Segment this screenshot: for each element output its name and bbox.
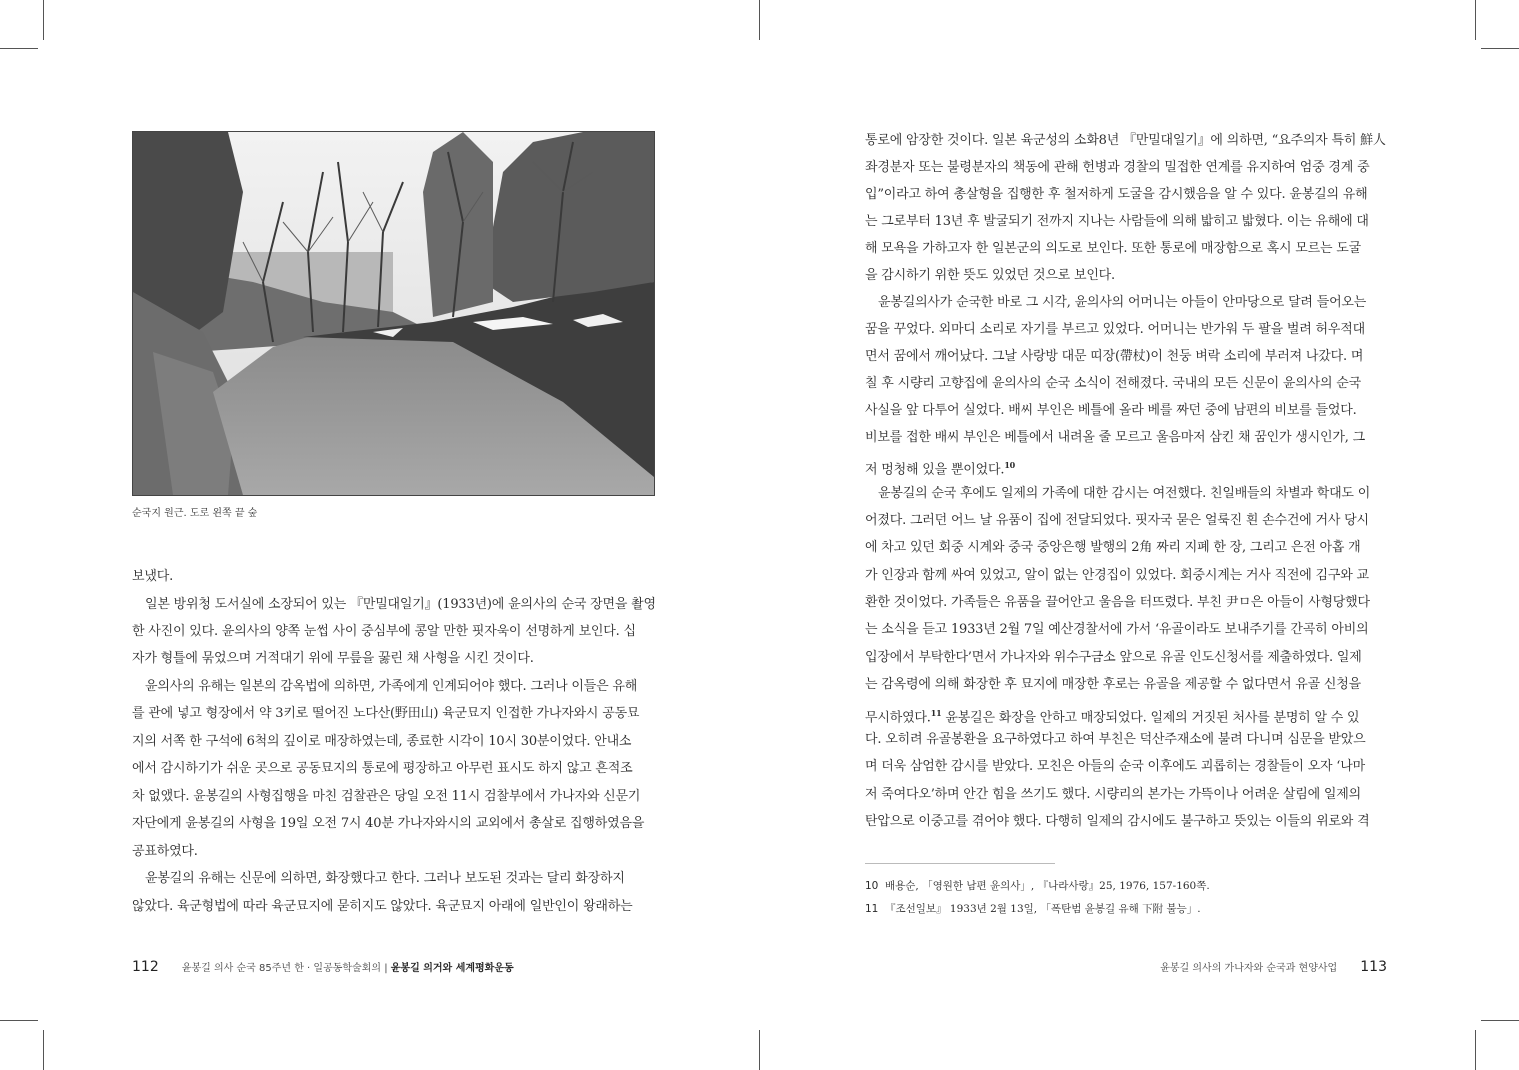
body-text-line: 자단에게 윤봉길의 사형을 19일 오전 7시 40분 가나자와시의 교외에서 총살로 집행하였음을 — [132, 816, 645, 831]
body-text-line: 윤봉길의 순국 후에도 일제의 가족에 대한 감시는 여전했다. 친일배들의 차별과 학대도 이 — [878, 486, 1371, 501]
body-text-line: 사실을 앞 다투어 실었다. 배씨 부인은 베틀에 올라 베를 짜던 중에 남편의 비보를 들었다. — [865, 403, 1357, 418]
body-text-line: 좌경분자 또는 불령분자의 책동에 관해 헌병과 경찰의 밀접한 연계를 유지하여 엄중 경계 중 — [865, 160, 1370, 175]
running-head: 윤봉길 의사의 가나자와 순국과 현양사업 — [1160, 963, 1338, 974]
body-text-line: 가 인장과 함께 싸여 있었고, 알이 없는 안경집이 있었다. 회중시계는 거사 직전에 김구와 교 — [865, 568, 1369, 583]
body-text: 무시하였다. — [865, 710, 931, 726]
body-text-line: 한 사진이 있다. 윤의사의 양쪽 눈썹 사이 중심부에 콩알 만한 핏자욱이 선명하게 보인다. 십 — [132, 624, 636, 639]
photo-caption: 순국지 원근. 도로 왼쪽 끝 숲 — [132, 508, 258, 519]
footnote-text: 배용순, 「영원한 남편 윤의사」, 『나라사랑』25, 1976, 157-160쪽. — [885, 880, 1210, 892]
body-text-line: 에 차고 있던 회중 시계와 중국 중앙은행 발행의 2角 짜리 지폐 한 장, 그리고 은전 아홉 개 — [865, 540, 1361, 555]
body-text-line: 칠 후 시량리 고향집에 윤의사의 순국 소식이 전해졌다. 국내의 모든 신문이 윤의사의 순국 — [865, 376, 1362, 391]
footnote-rule — [865, 863, 1055, 864]
footnote-ref-10: 10 — [1004, 460, 1016, 470]
footnote-number: 10 — [865, 880, 879, 892]
body-text-line: 어졌다. 그러던 어느 날 유품이 집에 전달되었다. 핏자국 묻은 얼룩진 흰 손수건에 거사 당시 — [865, 513, 1369, 528]
body-text-line: 일본 방위청 도서실에 소장되어 있는 『만밀대일기』(1933년)에 윤의사의 순국 장면을 촬영 — [145, 597, 656, 612]
body-text-line: 환한 것이었다. 가족들은 유품을 끌어안고 울음을 터뜨렸다. 부친 尹ㅁ은 아들이 사형당했다 — [865, 595, 1370, 610]
left-footer — [132, 956, 514, 975]
footnote — [865, 878, 1210, 893]
body-text-line: 통로에 암장한 것이다. 일본 육군성의 소화8년 『만밀대일기』에 의하면, “요주의자 특히 鮮人 — [865, 133, 1386, 148]
body-text-line: 윤봉길의 유해는 신문에 의하면, 화장했다고 한다. 그러나 보도된 것과는 달리 화장하지 — [145, 871, 625, 886]
body-text: 저 멍청해 있을 뿐이었다. — [865, 462, 1005, 478]
body-text-line: 며 더욱 삼엄한 감시를 받았다. 모친은 아들의 순국 이후에도 괴롭히는 경찰들이 오자 ‘나마 — [865, 759, 1365, 774]
body-text-line: 윤봉길의사가 순국한 바로 그 시각, 윤의사의 어머니는 아들이 안마당으로 달려 들어오는 — [878, 295, 1367, 310]
footnote-ref-11: 11 — [930, 708, 942, 718]
body-text-line: 꿈을 꾸었다. 외마디 소리로 자기를 부르고 있었다. 어머니는 반가워 두 팔을 벌려 허우적대 — [865, 322, 1365, 337]
page-number: 112 — [132, 959, 159, 975]
body-text-line: 입장에서 부탁한다’면서 가나자와 위수구금소 앞으로 유골 인도신청서를 제출하였다. 일제 — [865, 650, 1362, 665]
body-text-line — [865, 455, 1015, 480]
body-text-line: 차 없앴다. 윤봉길의 사형집행을 마친 검찰관은 당일 오전 11시 검찰부에서 가나자와 신문기 — [132, 789, 641, 804]
body-text-line: 저 죽여다오’하며 안간 힘을 쓰기도 했다. 시량리의 본가는 가뜩이나 어려운 살림에 일제의 — [865, 787, 1362, 802]
body-text-line: 공표하였다. — [132, 844, 198, 859]
body-text-line: 을 감시하기 위한 뜻도 있었던 것으로 보인다. — [865, 268, 1115, 283]
body-text-line: 입”이라고 하여 총살형을 집행한 후 철저하게 도굴을 감시했음을 알 수 있다. 윤봉길의 유해 — [865, 187, 1368, 202]
left-page — [0, 0, 759, 1070]
running-head-text: 윤봉길 의사 순국 85주년 한 · 일공동학술회의 | — [181, 963, 391, 974]
body-text-line: 에서 감시하기가 쉬운 곳으로 공동묘지의 통로에 평장하고 아무런 표시도 하지 않고 흔적조 — [132, 761, 633, 776]
body-text-line — [865, 703, 1359, 728]
body-text-line: 는 그로부터 13년 후 발굴되기 전까지 지나는 사람들에 의해 밟히고 밟혔다. 이는 유해에 대 — [865, 214, 1369, 229]
body-text-line: 를 관에 넣고 형장에서 약 3키로 떨어진 노다산(野田山) 육군묘지 인접한 가나자와시 공동묘 — [132, 706, 640, 721]
body-text-line: 탄압으로 이중고를 겪어야 했다. 다행히 일제의 감시에도 불구하고 뜻있는 이들의 위로와 격 — [865, 814, 1370, 829]
body-text-line: 면서 꿈에서 깨어났다. 그날 사랑방 대문 띠장(帶杖)이 천둥 벼락 소리에 부러져 나갔다. 며 — [865, 349, 1364, 364]
body-text-line: 는 소식을 듣고 1933년 2월 7일 예산경찰서에 가서 ‘유골이라도 보내주기를 간곡히 아비의 — [865, 622, 1369, 637]
footnote-text: 『조선일보』 1933년 2월 13일, 「폭탄범 윤봉길 유해 下附 불능」. — [885, 903, 1201, 915]
running-head-bold: 윤봉길 의거와 세계평화운동 — [390, 963, 514, 974]
page-number: 113 — [1360, 959, 1387, 975]
right-footer — [1160, 956, 1387, 975]
body-text-line: 다. 오히려 유골봉환을 요구하였다고 하여 부친은 덕산주재소에 불려 다니며 심문을 받았으 — [865, 732, 1366, 747]
body-text-line: 비보를 접한 배씨 부인은 베틀에서 내려올 줄 모르고 울음마저 삼킨 채 꿈인가 생시인가, 그 — [865, 430, 1365, 445]
footnote-number: 11 — [865, 903, 879, 915]
footnote — [865, 901, 1201, 916]
body-text: 윤봉길은 화장을 안하고 매장되었다. 일제의 거짓된 처사를 분명히 알 수 있 — [945, 710, 1360, 726]
body-text-line: 해 모욕을 가하고자 한 일본군의 의도로 보인다. 또한 통로에 매장함으로 혹시 모르는 도굴 — [865, 241, 1362, 256]
body-text-line: 않았다. 육군형법에 따라 육군묘지에 묻히지도 않았다. 육군묘지 아래에 일반인이 왕래하는 — [132, 899, 633, 914]
body-text-line: 보냈다. — [132, 569, 174, 584]
body-text-line: 는 감옥령에 의해 화장한 후 묘지에 매장한 후로는 유골을 제공할 수 없다면서 유골 신청을 — [865, 677, 1362, 692]
body-text-line: 윤의사의 유해는 일본의 감옥법에 의하면, 가족에게 인계되어야 했다. 그러나 이들은 유해 — [145, 679, 638, 694]
body-text-line: 지의 서쪽 한 구석에 6척의 깊이로 매장하였는데, 종료한 시각이 10시 30분이었다. 안내소 — [132, 734, 632, 749]
execution-site-photo — [132, 131, 655, 496]
body-text-line: 자가 형틀에 묶었으며 거적대기 위에 무릎을 꿇린 채 사형을 시킨 것이다. — [132, 651, 534, 666]
running-head — [182, 963, 514, 974]
